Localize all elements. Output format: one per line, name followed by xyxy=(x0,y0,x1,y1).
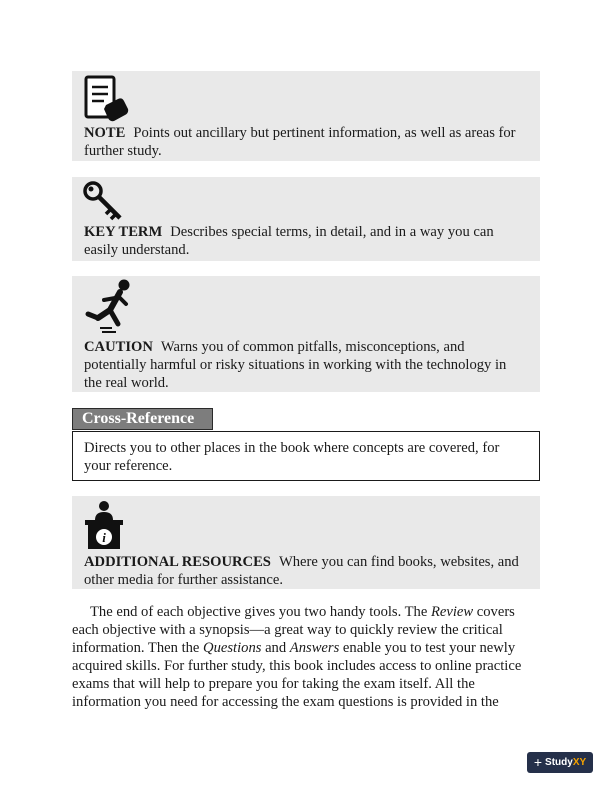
key-term-description: Describes special terms, in detail, and in a way you can easily understand. xyxy=(84,224,494,258)
key-term-callout xyxy=(72,177,540,261)
additional-resources-text xyxy=(84,553,526,589)
body-text-and: and xyxy=(261,640,290,656)
body-text-1: The end of each objective gives you two handy tools. The xyxy=(90,604,431,620)
caution-description: Warns you of common pitfalls, misconceptions, and potentially harmful or risky situations in working with the technology in the real world. xyxy=(84,339,507,391)
svg-text:i: i xyxy=(102,530,106,545)
key-icon xyxy=(82,179,128,223)
additional-resources-description: Where you can find books, websites, and other media for further assistance. xyxy=(84,554,519,588)
caution-callout xyxy=(72,276,540,392)
cross-reference-text: Directs you to other places in the book where concepts are covered, for your reference. xyxy=(84,440,500,474)
brand-logo: StudyXY xyxy=(545,757,587,768)
cross-reference-title: Cross-Reference xyxy=(72,408,213,430)
answers-term: Answers xyxy=(289,640,340,656)
review-term: Review xyxy=(430,604,474,620)
body-text-2: covers each objective with a synopsis—a great way to quickly review the critical information. Then the xyxy=(72,604,515,656)
body-text-3: enable you to test your newly acquired skills. For further study, this book includes access to online practice exams that will help to prepare you for taking the exam itself. All the information you need for accessing the exam questions is provided in the xyxy=(72,640,522,710)
studyxy-badge[interactable] xyxy=(527,752,593,773)
falling-person-icon xyxy=(82,278,134,336)
tablet-touch-icon xyxy=(82,75,132,125)
caution-label: CAUTION xyxy=(84,339,153,355)
plus-icon: + xyxy=(533,754,543,770)
additional-resources-callout xyxy=(72,496,540,589)
note-label: NOTE xyxy=(84,125,126,141)
key-term-text xyxy=(84,223,526,259)
key-term-label: KEY TERM xyxy=(84,224,163,240)
cross-reference-callout xyxy=(72,431,540,481)
note-callout xyxy=(72,71,540,161)
caution-text xyxy=(84,338,526,392)
questions-term: Questions xyxy=(203,640,262,656)
body-paragraph xyxy=(72,603,540,711)
note-description: Points out ancillary but pertinent information, as well as areas for further study. xyxy=(84,125,516,159)
note-text xyxy=(84,124,526,160)
info-desk-icon xyxy=(82,500,126,550)
additional-resources-label: ADDITIONAL RESOURCES xyxy=(84,554,271,570)
